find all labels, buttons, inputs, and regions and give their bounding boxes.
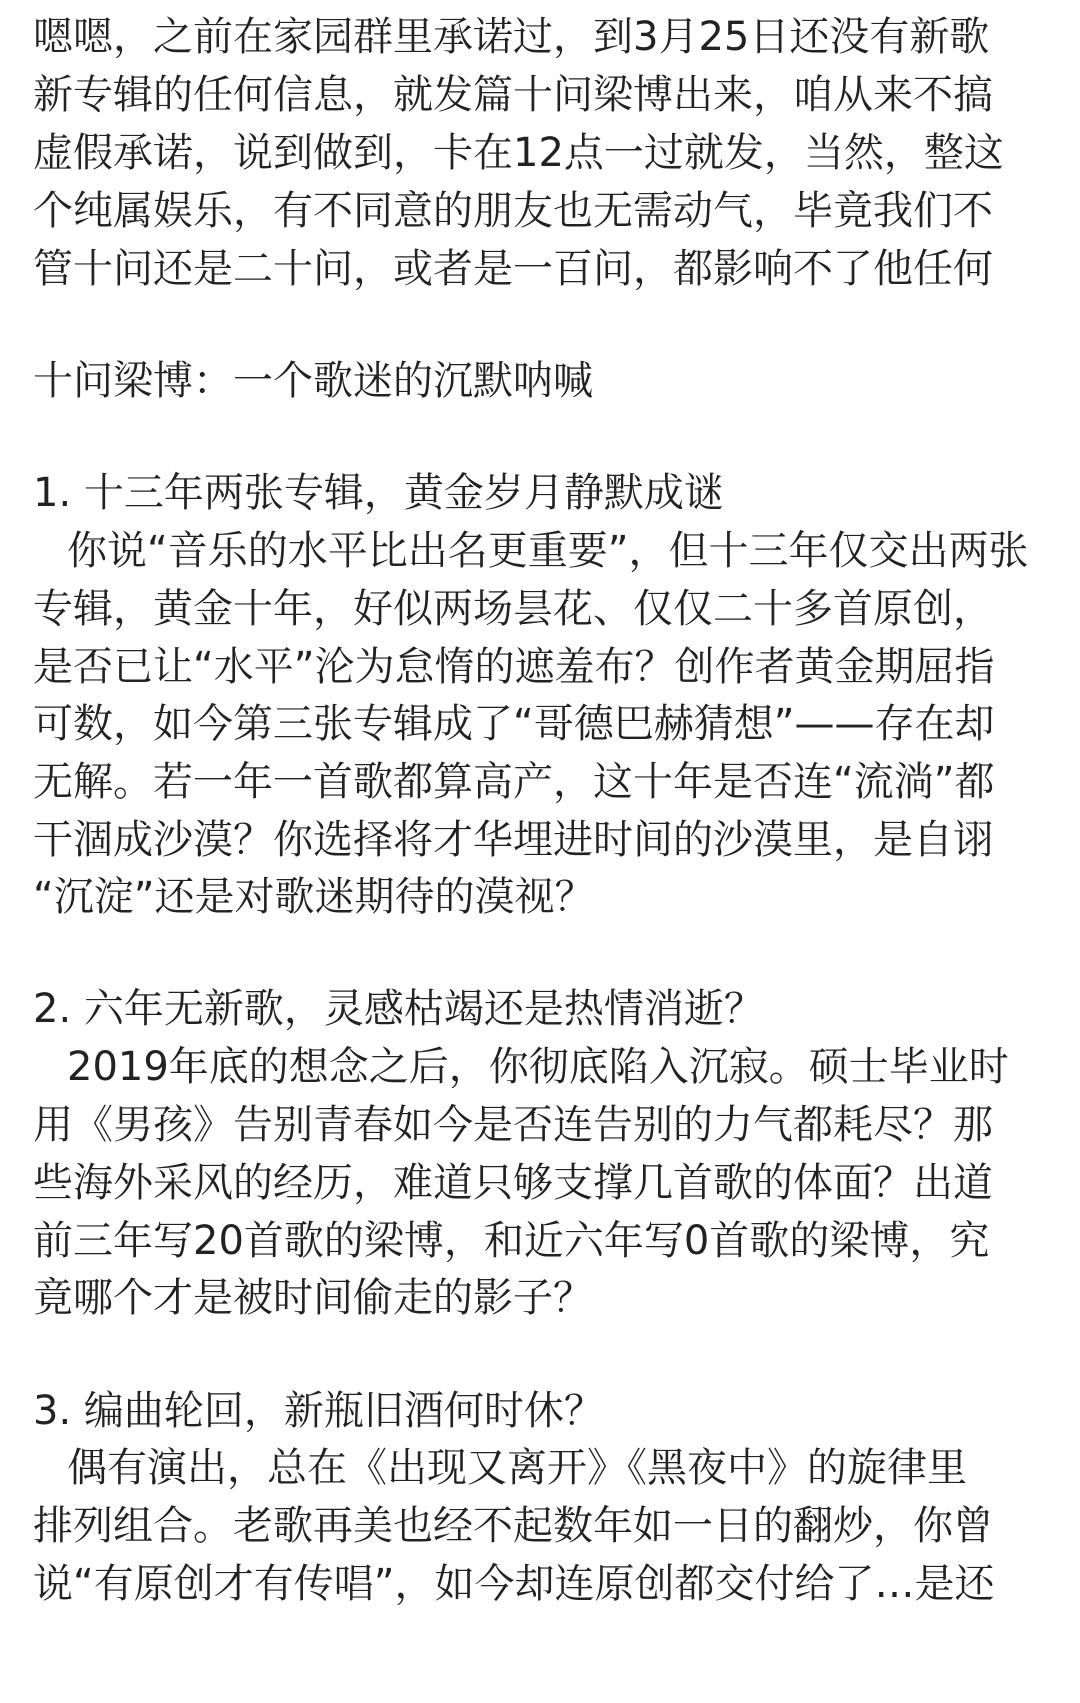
section-body-line: 可数，如今第三张专辑成了“哥德巴赫猜想”——存在却 <box>33 701 995 747</box>
section-body-line: 用《男孩》告别青春如今是否连告别的力气都耗尽？那 <box>33 1102 993 1148</box>
section-body-line: 是否已让“水平”沦为怠惰的遮羞布？创作者黄金期屈指 <box>33 644 995 690</box>
section-body-line: 干涸成沙漠？你选择将才华埋进时间的沙漠里，是自诩 <box>33 817 993 863</box>
section-body-line: 排列组合。老歌再美也经不起数年如一日的翻炒，你曾 <box>33 1503 993 1549</box>
section-body-line: 些海外采风的经历，难道只够支撑几首歌的体面？出道 <box>33 1160 993 1206</box>
intro-line: 管十问还是二十问，或者是一百问，都影响不了他任何 <box>33 246 993 292</box>
intro-line: 新专辑的任何信息，就发篇十问梁博出来，咱从来不搞 <box>33 72 993 118</box>
intro-line: 嗯嗯，之前在家园群里承诺过，到3月25日还没有新歌 <box>33 14 990 60</box>
article-title: 十问梁博：一个歌迷的沉默呐喊 <box>33 358 593 404</box>
section-heading: 3. 编曲轮回，新瓶旧酒何时休？ <box>33 1388 604 1434</box>
section-body-line: 前三年写20首歌的梁博，和近六年写0首歌的梁博，究 <box>33 1218 990 1264</box>
intro-line: 个纯属娱乐，有不同意的朋友也无需动气，毕竟我们不 <box>33 188 993 234</box>
section-body-line: 偶有演出，总在《出现又离开》《黑夜中》的旋律里 <box>67 1445 967 1491</box>
section-body-line: 说“有原创才有传唱”，如今却连原创都交付给了…是还 <box>33 1561 995 1607</box>
section-heading: 1. 十三年两张专辑，黄金岁月静默成谜 <box>33 470 724 516</box>
section-body-line: 专辑，黄金十年，好似两场昙花、仅仅二十多首原创， <box>33 586 993 632</box>
section-heading: 2. 六年无新歌，灵感枯竭还是热情消逝？ <box>33 986 764 1032</box>
section-body-line: 竟哪个才是被时间偷走的影子？ <box>33 1275 593 1321</box>
section-body-line: “沉淀”还是对歌迷期待的漠视？ <box>33 874 595 920</box>
section-body-line: 2019年底的想念之后，你彻底陷入沉寂。硕士毕业时 <box>67 1044 1009 1090</box>
intro-line: 虚假承诺，说到做到，卡在12点一过就发，当然，整这 <box>33 130 1004 176</box>
section-body-line: 你说“音乐的水平比出名更重要”，但十三年仅交出两张 <box>67 528 1029 574</box>
section-body-line: 无解。若一年一首歌都算高产，这十年是否连“流淌”都 <box>33 759 995 805</box>
